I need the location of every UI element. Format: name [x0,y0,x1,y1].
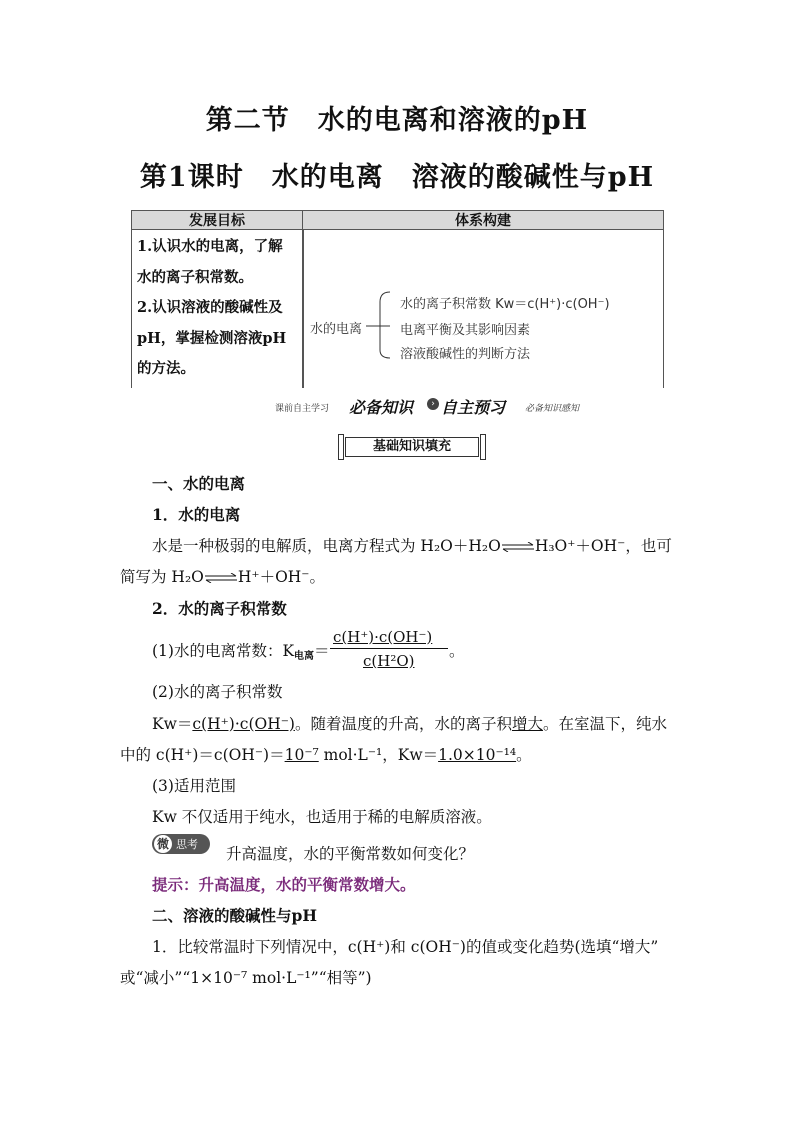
system-bracket [366,288,396,360]
banner-arrow-icon: › [427,398,439,410]
paragraph-1-line1: 水是一种极弱的电解质，电离方程式为 H₂O＋H₂O H₃O⁺＋OH⁻，也可 [152,537,672,555]
system-header: 体系构建 [303,210,664,230]
goals-cell [131,230,303,388]
heading-1-2: 2．水的离子积常数 [152,599,287,618]
goal2-line2: pH，掌握检测溶液pH [137,329,287,347]
think-badge [152,834,210,854]
goal1-line1: 1.认识水的电离，了解 [137,238,283,255]
system-branch-2: 电离平衡及其影响因素 [400,323,531,338]
paragraph-3: 中的 c(H⁺)＝c(OH⁻)＝10⁻⁷ mol·L⁻¹，Kw＝1.0×10⁻¹⁴。 [120,746,532,764]
subheading-2: (2)水的离子积常数 [152,683,283,701]
equilibrium-arrow-icon [501,542,535,552]
think-badge-icon: 微 [154,835,172,853]
think-badge-label: 思考 [176,838,198,851]
hint: 提示：升高温度，水的平衡常数增大。 [152,875,416,894]
banner-left-text: 课前自主学习 [275,401,329,414]
fraction-denominator: c(H²O) [363,652,415,670]
ionization-constant-label: (1)水的电离常数：$K_{电离}=$ [152,642,330,662]
fraction-end: 。 [449,642,465,660]
goals-table [131,210,664,388]
section-banner [153,395,713,417]
banner-title-b: 自主预习 [441,395,505,418]
system-branch-1: 水的离子积常数 Kw＝c(H⁺)·c(OH⁻) [400,297,610,312]
paragraph-6: 或“减小”“1×10⁻⁷ mol·L⁻¹”“相等”) [120,969,372,987]
heading-1-1: 1．水的电离 [152,505,241,524]
goals-header: 发展目标 [131,210,303,230]
goal1-line2: 水的离子积常数。 [137,268,253,286]
think-question: 升高温度，水的平衡常数如何变化？ [226,845,475,863]
section-title: 第二节 水的电离和溶液的pH [205,105,589,136]
fraction-numerator: c(H⁺)·c(OH⁻) [333,628,433,646]
paragraph-5: 1．比较常温时下列情况中，c(H⁺)和 c(OH⁻)的值或变化趋势(选填“增大” [152,938,659,956]
system-cell [303,230,664,388]
heading-1: 一、水的电离 [152,474,246,493]
subheading-3: (3)适用范围 [152,777,236,795]
fraction-line [330,648,448,649]
section-box: 基础知识填充 [345,437,479,457]
goal2-line1: 2.认识溶液的酸碱性及 [137,299,283,316]
banner-right-text: 必备知识感知 [525,401,579,414]
paragraph-1-line2: 简写为 H₂O H⁺＋OH⁻。 [120,568,325,586]
heading-2: 二、溶液的酸碱性与pH [152,906,317,925]
lesson-title: 第1课时 水的电离 溶液的酸碱性与pH [139,162,655,193]
equilibrium-arrow-icon [204,573,238,583]
paragraph-2: Kw＝c(H⁺)·c(OH⁻)。随着温度的升高，水的离子积增大。在室温下，纯水 [152,715,667,733]
goal2-line3: 的方法。 [137,360,195,377]
paragraph-4: Kw 不仅适用于纯水，也适用于稀的电解质溶液。 [152,808,492,826]
banner-title-a: 必备知识 [349,395,413,418]
system-root: 水的电离 [310,322,363,337]
system-branch-3: 溶液酸碱性的判断方法 [400,347,531,362]
